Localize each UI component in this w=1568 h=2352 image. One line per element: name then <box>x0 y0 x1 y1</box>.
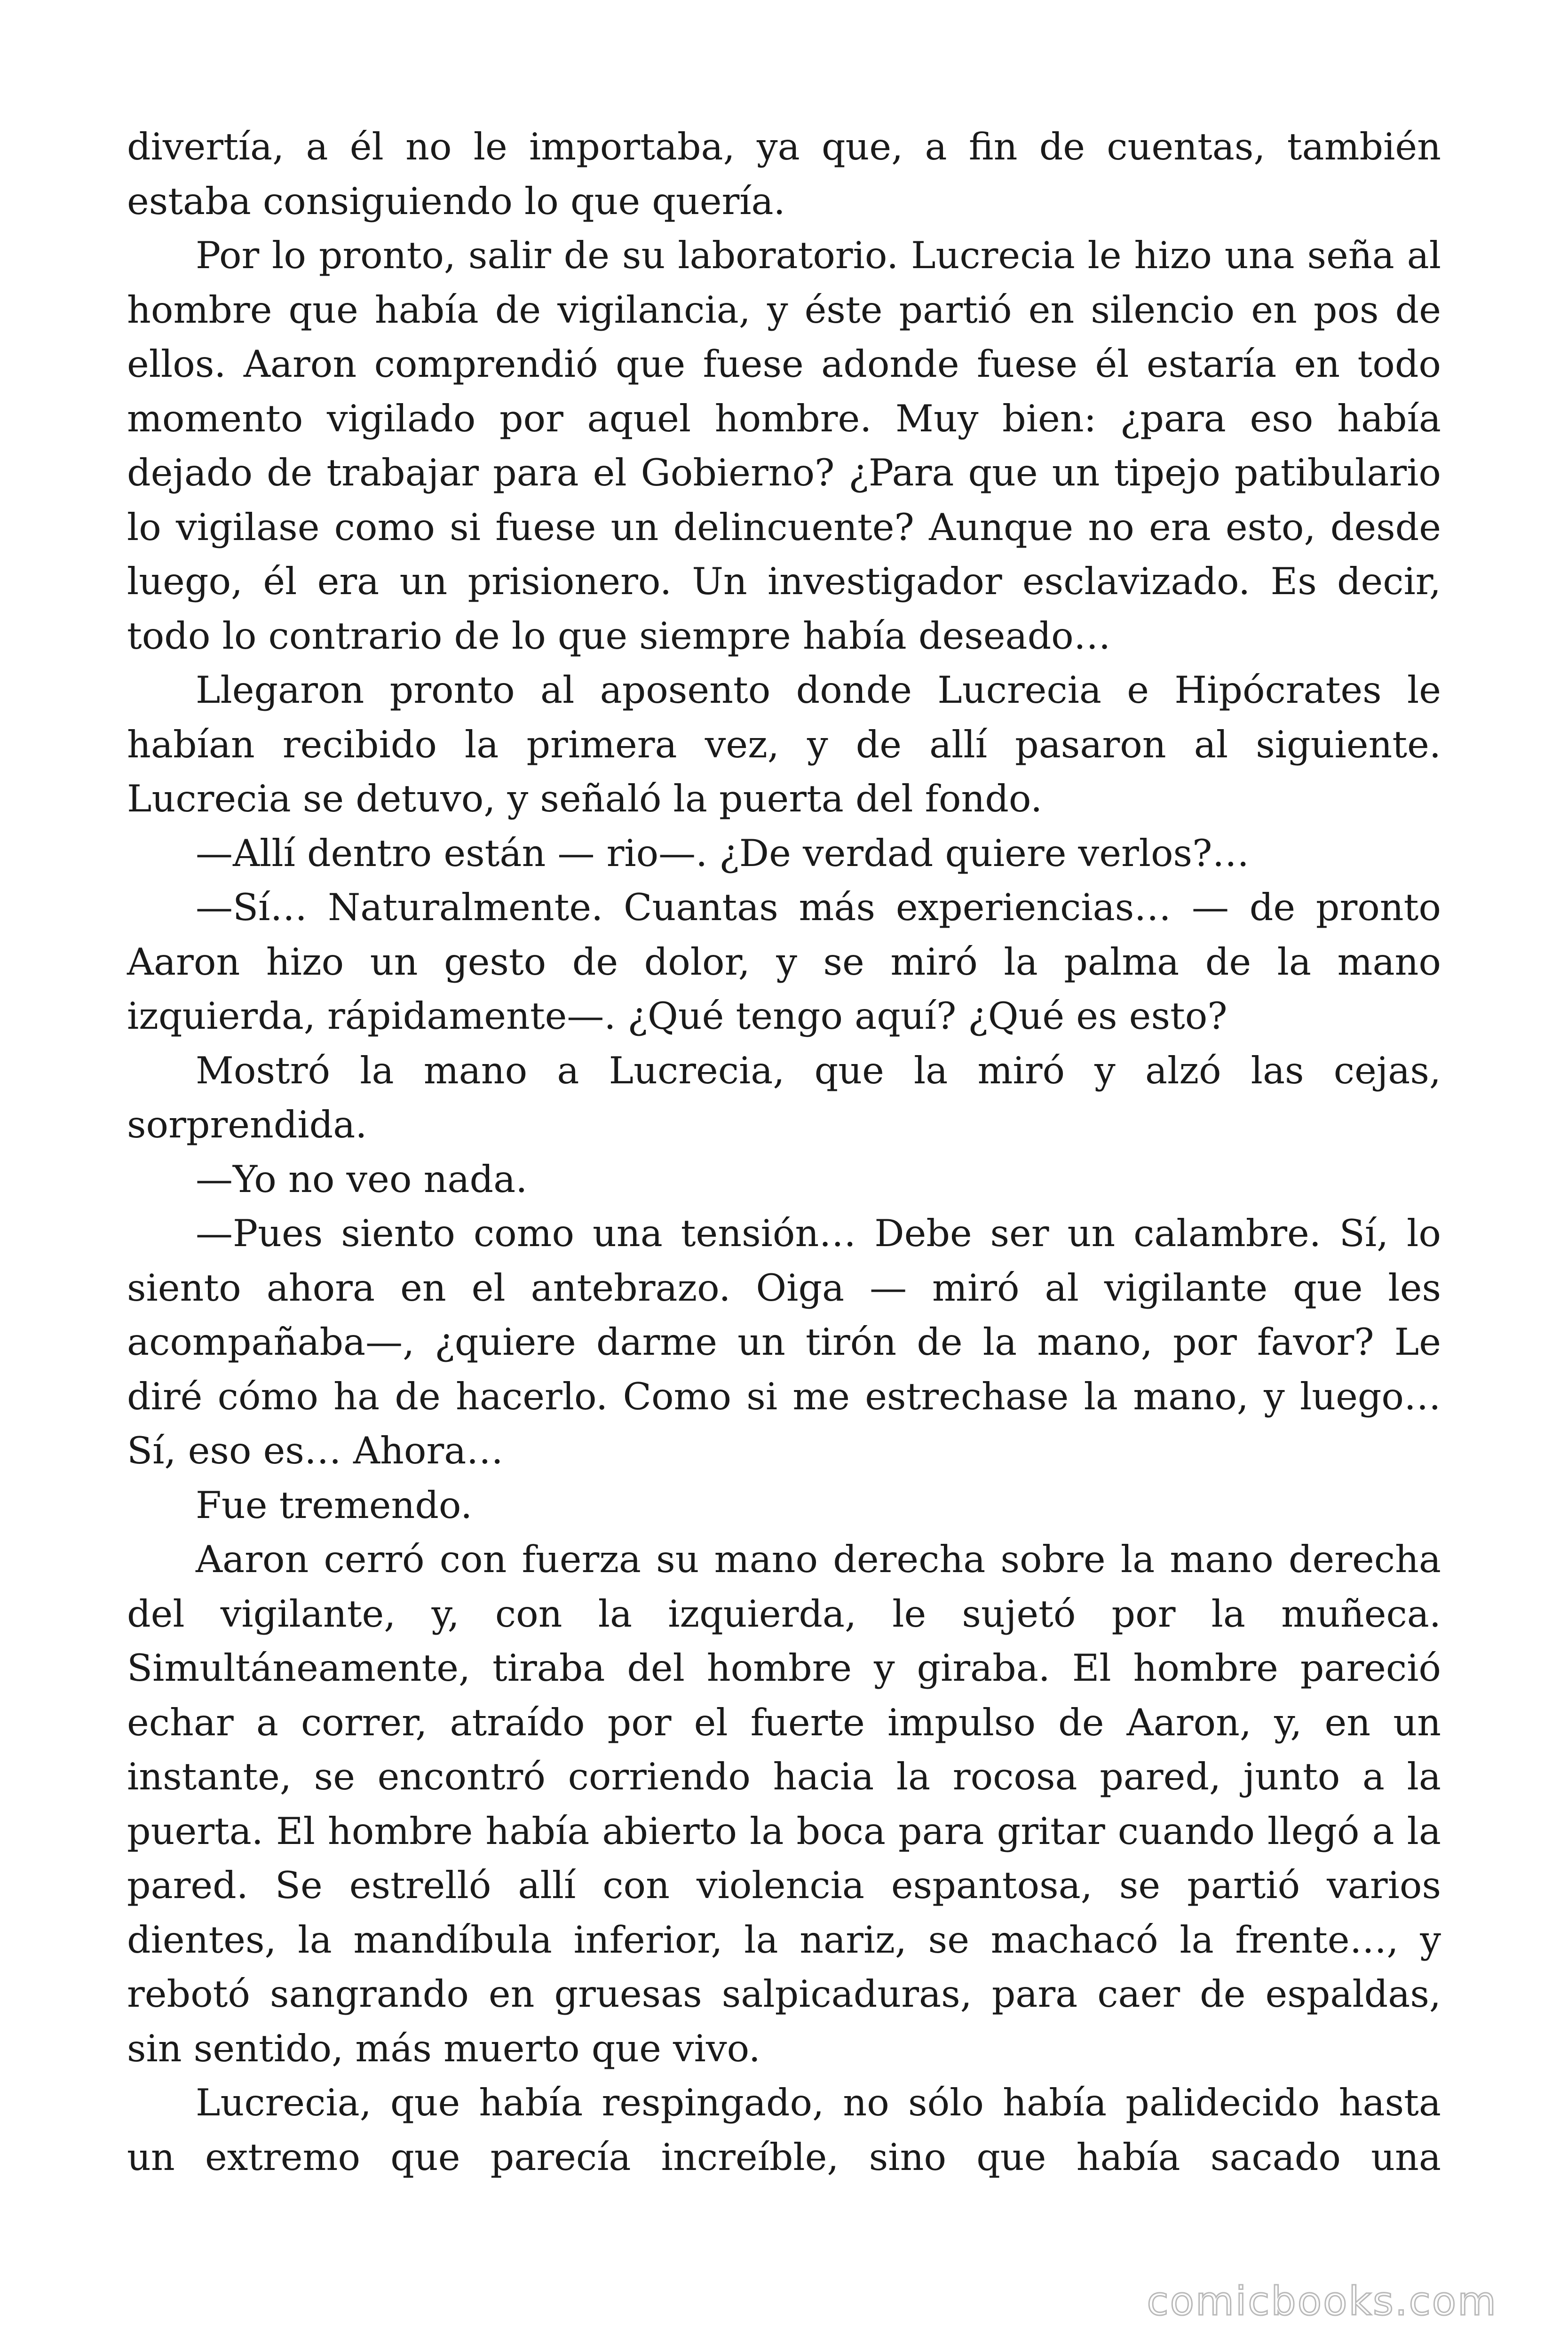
paragraph: Por lo pronto, salir de su laboratorio. Lucrecia le hizo una seña al hombre que había de vigilancia, y éste partió en silencio en pos de ellos. Aaron comprendió que fuese adonde fuese él estaría en todo momento vigilado por aquel hombre. Muy bien: ¿para eso había dejado de trabajar para el Gobierno? ¿Para que un tipejo patibulario lo vigilase como si fuese un delincuente? Aunque no era esto, desde luego, él era un prisionero. Un investigador esclavizado. Es decir, todo lo contrario de lo que siempre había deseado… <box>127 234 1441 658</box>
watermark: comicbooks.com <box>1147 2278 1497 2324</box>
paragraph: Aaron cerró con fuerza su mano derecha sobre la mano derecha del vigilante, y, con la izquierda, le sujetó por la muñeca. Simultáneamente, tiraba del hombre y giraba. El hombre pareció echar a correr, atraído por el fuerte impulso de Aaron, y, en un instante, se encontró corriendo hacia la rocosa pared, junto a la puerta. El hombre había abierto la boca para gritar cuando llegó a la pared. Se estrelló allí con violencia espantosa, se partió varios dientes, la mandíbula inferior, la nariz, se machacó la frente…, y rebotó sangrando en gruesas salpicaduras, para caer de espaldas, sin sentido, más muerto que vivo. <box>127 1538 1441 2070</box>
dialogue-line: —Sí… Naturalmente. Cuantas más experiencias… — de pronto Aaron hizo un gesto de dolor, y se miró la palma de la mano izquierda, rápidamente—. ¿Qué tengo aquí? ¿Qué es esto? <box>127 886 1441 1038</box>
dialogue-line: —Allí dentro están — rio—. ¿De verdad quiere verlos?… <box>196 831 1250 875</box>
dialogue-line: —Yo no veo nada. <box>196 1157 528 1201</box>
paragraph-continues: Lucrecia, que había respingado, no sólo había palidecido hasta un extremo que parecía increíble, sino que había sacado una <box>127 2081 1441 2179</box>
paragraph: Fue tremendo. <box>196 1483 473 1527</box>
paragraph-continued: divertía, a él no le importaba, ya que, a fin de cuentas, también estaba consiguiendo lo que quería. <box>127 125 1441 223</box>
dialogue-line: —Pues siento como una tensión… Debe ser un calambre. Sí, lo siento ahora en el antebrazo. Oiga — miró al vigilante que les acompañaba—, ¿quiere darme un tirón de la mano, por favor? Le diré cómo ha de hacerlo. Como si me estrechase la mano, y luego… Sí, eso es… Ahora… <box>127 1212 1441 1472</box>
paragraph: Llegaron pronto al aposento donde Lucrecia e Hipócrates le habían recibido la primera vez, y de allí pasaron al siguiente. Lucrecia se detuvo, y señaló la puerta del fondo. <box>127 668 1441 820</box>
page-body <box>127 120 1441 2185</box>
paragraph: Mostró la mano a Lucrecia, que la miró y alzó las cejas, sorprendida. <box>127 1049 1441 1146</box>
